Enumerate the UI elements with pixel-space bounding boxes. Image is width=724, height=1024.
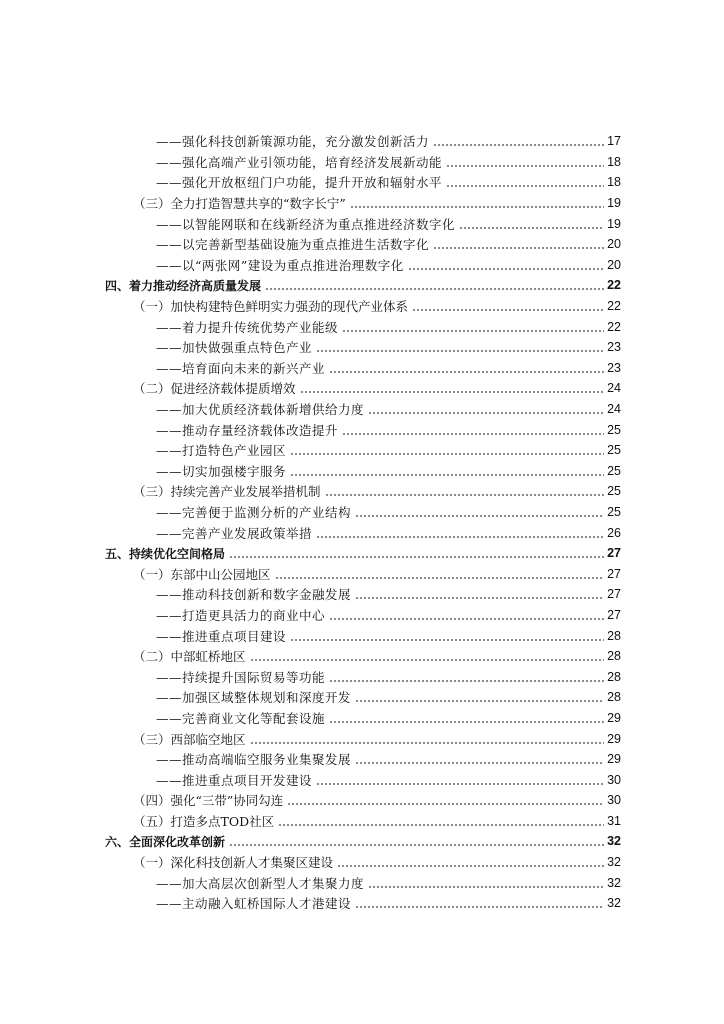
toc-entry[interactable] [0,316,621,337]
toc-entry-title: （三）全力打造智慧共享的“数字长宁” [133,196,346,212]
toc-entry-title: ——强化科技创新策源功能，充分激发创新活力 [156,134,430,150]
toc-entry[interactable] [0,481,621,502]
toc-entry-page-number: 28 [607,669,621,684]
toc-entry-page-number: 27 [607,546,621,561]
toc-entry-page-number: 27 [607,566,621,581]
dot-leader [368,886,604,888]
toc-entry[interactable] [0,399,621,420]
toc-entry-page-number: 22 [607,278,621,293]
dot-leader [316,783,604,785]
toc-entry-page-number: 29 [607,731,621,746]
toc-entry[interactable] [0,584,621,605]
toc-entry-title: ——强化高端产业引领功能，培育经济发展新动能 [156,154,443,170]
dot-leader [446,185,604,187]
toc-entry[interactable] [0,563,621,584]
toc-entry[interactable] [0,728,621,749]
dot-leader [250,742,605,744]
dot-leader [459,227,604,229]
toc-entry-title: ——完善商业文化等配套设施 [156,710,326,726]
toc-entry[interactable] [0,193,621,214]
toc-entry-title: ——推进重点项目建设 [156,628,287,644]
dot-leader [300,391,605,393]
dot-leader [290,453,604,455]
toc-entry[interactable] [0,131,621,152]
toc-entry-page-number: 23 [607,340,621,355]
toc-entry[interactable] [0,255,621,276]
dot-leader [290,474,604,476]
dot-leader [329,721,604,723]
toc-entry-title: （五）打造多点TOD社区 [133,813,275,829]
toc-entry[interactable] [0,358,621,379]
toc-entry[interactable] [0,831,621,852]
toc-entry-page-number: 27 [607,607,621,622]
dot-leader [342,433,604,435]
dot-leader [408,268,604,270]
toc-entry-page-number: 24 [607,402,621,417]
toc-entry-page-number: 26 [607,525,621,540]
dot-leader [342,330,604,332]
toc-entry-page-number: 24 [607,381,621,396]
toc-entry-title: ——推进重点项目开发建设 [156,772,313,788]
toc-entry-title: （三）持续完善产业发展举措机制 [133,484,321,500]
dot-leader [433,144,604,146]
toc-entry-title: （二）中部虹桥地区 [133,649,246,665]
toc-entry-title: ——推动高端临空服务业集聚发展 [156,752,352,768]
toc-entry-page-number: 18 [607,154,621,169]
toc-entry-page-number: 18 [607,175,621,190]
toc-entry[interactable] [0,502,621,523]
toc-entry-page-number: 30 [607,793,621,808]
dot-leader [329,371,604,373]
toc-entry-page-number: 29 [607,752,621,767]
dot-leader [329,680,604,682]
dot-leader [355,906,604,908]
dot-leader [337,865,604,867]
dot-leader [355,515,604,517]
toc-entry-page-number: 22 [607,299,621,314]
dot-leader [278,824,604,826]
toc-entry[interactable] [0,852,621,873]
toc-entry-page-number: 28 [607,690,621,705]
toc-entry-page-number: 25 [607,484,621,499]
toc-entry-title: ——以“两张网”建设为重点推进治理数字化 [156,257,404,273]
toc-entry[interactable] [0,769,621,790]
toc-entry-page-number: 32 [607,855,621,870]
dot-leader [316,350,604,352]
toc-entry[interactable] [0,419,621,440]
toc-entry[interactable] [0,172,621,193]
toc-entry-title: 六、全面深化改革创新 [105,834,226,849]
toc-entry[interactable] [0,440,621,461]
toc-entry-title: 四、着力推动经济高质量发展 [105,278,262,293]
toc-entry-page-number: 20 [607,237,621,252]
toc-entry-page-number: 20 [607,257,621,272]
toc-entry[interactable] [0,605,621,626]
toc-entry[interactable] [0,872,621,893]
dot-leader [290,639,604,641]
toc-entry-title: ——推动科技创新和数字金融发展 [156,587,352,603]
toc-entry[interactable] [0,708,621,729]
toc-entry-title: （一）深化科技创新人才集聚区建设 [133,855,334,871]
toc-entry-title: ——以完善新型基础设施为重点推进生活数字化 [156,237,430,253]
dot-leader [265,288,604,290]
toc-entry[interactable] [0,646,621,667]
toc-entry-page-number: 32 [607,896,621,911]
toc-entry[interactable] [0,543,621,564]
toc-entry[interactable] [0,790,621,811]
toc-entry-page-number: 29 [607,710,621,725]
toc-entry-title: （一）加快构建特色鲜明实力强劲的现代产业体系 [133,299,409,315]
toc-entry-title: ——推动存量经济载体改造提升 [156,422,339,438]
toc-entry-title: 五、持续优化空间格局 [105,546,226,561]
toc-entry-page-number: 25 [607,463,621,478]
dot-leader [325,494,605,496]
toc-entry-title: ——打造特色产业园区 [156,443,287,459]
toc-entry-title: ——加大高层次创新型人才集聚力度 [156,875,365,891]
toc-entry-page-number: 25 [607,422,621,437]
toc-entry[interactable] [0,666,621,687]
toc-entry-title: ——主动融入虹桥国际人才港建设 [156,896,352,912]
toc-entry-page-number: 28 [607,649,621,664]
table-of-contents [0,131,724,914]
toc-entry-title: ——加大优质经济载体新增供给力度 [156,402,365,418]
toc-entry-title: ——着力提升传统优势产业能级 [156,319,339,335]
toc-entry-title: ——完善产业发展政策举措 [156,525,313,541]
toc-entry[interactable] [0,296,621,317]
toc-entry-page-number: 31 [607,813,621,828]
toc-entry-title: ——加快做强重点特色产业 [156,340,313,356]
toc-entry-title: ——切实加强楼宇服务 [156,463,287,479]
dot-leader [368,412,604,414]
dot-leader [316,536,604,538]
toc-entry-page-number: 28 [607,628,621,643]
toc-entry-title: ——完善便于监测分析的产业结构 [156,504,352,520]
dot-leader [229,556,604,558]
toc-entry-title: （二）促进经济载体提质增效 [133,381,296,397]
dot-leader [355,700,604,702]
toc-entry-page-number: 25 [607,443,621,458]
toc-entry[interactable] [0,625,621,646]
toc-entry[interactable] [0,152,621,173]
toc-entry[interactable] [0,687,621,708]
dot-leader [446,165,604,167]
toc-entry-title: ——培育面向未来的新兴产业 [156,360,326,376]
toc-entry-page-number: 30 [607,772,621,787]
dot-leader [329,618,604,620]
toc-entry-page-number: 19 [607,216,621,231]
toc-entry-page-number: 32 [607,834,621,849]
toc-entry-title: （一）东部中山公园地区 [133,566,271,582]
toc-entry[interactable] [0,234,621,255]
dot-leader [412,309,604,311]
toc-entry-page-number: 19 [607,196,621,211]
toc-entry[interactable] [0,811,621,832]
toc-entry[interactable] [0,378,621,399]
dot-leader [275,577,605,579]
toc-entry[interactable] [0,461,621,482]
dot-leader [433,247,604,249]
toc-entry-title: （四）强化“三带”协同勾连 [133,793,284,809]
dot-leader [355,597,604,599]
toc-entry[interactable] [0,893,621,914]
toc-entry[interactable] [0,275,621,296]
toc-entry-title: （三）西部临空地区 [133,731,246,747]
toc-entry-page-number: 17 [607,134,621,149]
toc-entry[interactable] [0,213,621,234]
toc-entry-page-number: 25 [607,504,621,519]
toc-entry-page-number: 23 [607,360,621,375]
toc-entry[interactable] [0,337,621,358]
toc-entry-title: ——持续提升国际贸易等功能 [156,669,326,685]
toc-entry-page-number: 32 [607,875,621,890]
toc-entry[interactable] [0,522,621,543]
toc-entry[interactable] [0,749,621,770]
toc-entry-page-number: 27 [607,587,621,602]
toc-entry-title: ——强化开放枢纽门户功能，提升开放和辐射水平 [156,175,443,191]
dot-leader [287,803,604,805]
toc-entry-title: ——打造更具活力的商业中心 [156,607,326,623]
toc-entry-page-number: 22 [607,319,621,334]
dot-leader [250,659,605,661]
toc-entry-title: ——加强区域整体规划和深度开发 [156,690,352,706]
dot-leader [229,844,604,846]
dot-leader [350,206,604,208]
dot-leader [355,762,604,764]
toc-entry-title: ——以智能网联和在线新经济为重点推进经济数字化 [156,216,456,232]
